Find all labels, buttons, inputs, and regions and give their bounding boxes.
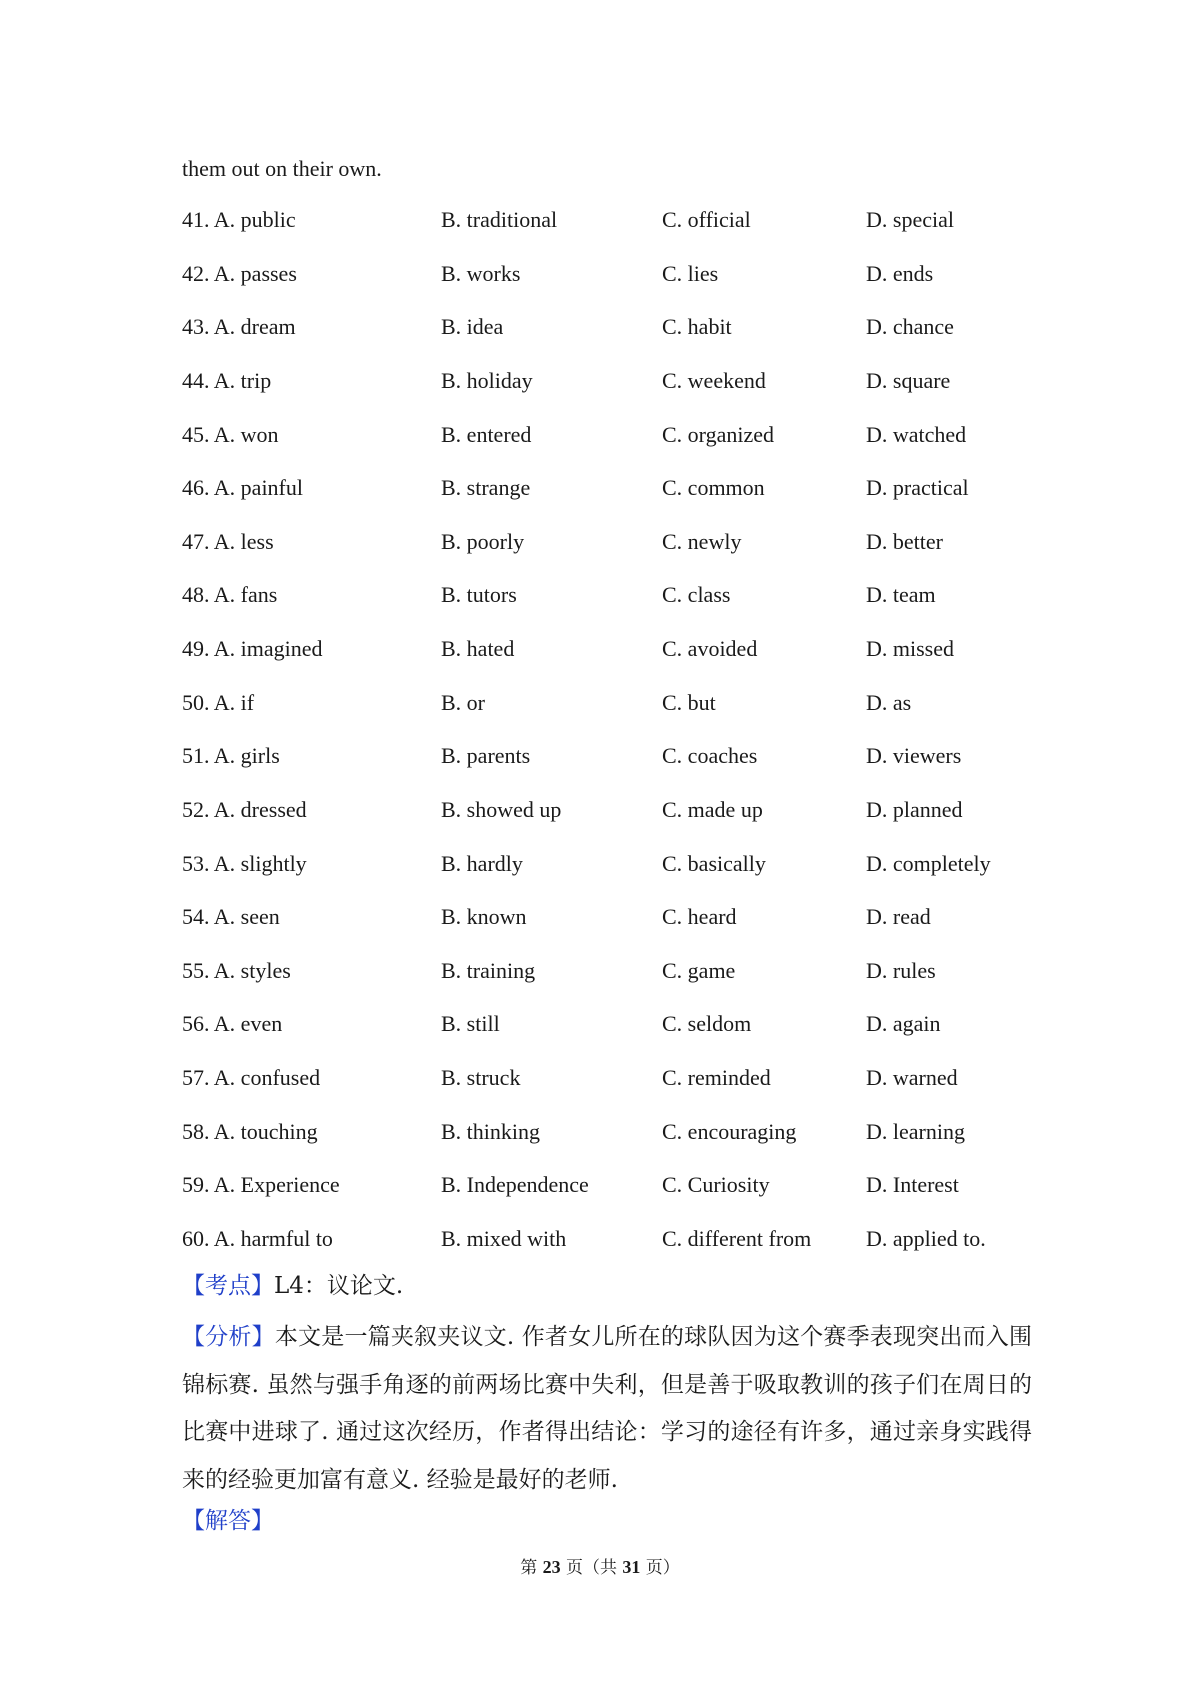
kaodian-section — [182, 1270, 1032, 1302]
option-c: C. common — [662, 475, 765, 501]
option-d: D. applied to. — [866, 1225, 986, 1251]
question-row — [182, 420, 1052, 474]
option-c: C. organized — [662, 421, 775, 447]
option-b: B. idea — [441, 314, 504, 340]
jieda-section — [182, 1505, 1032, 1537]
option-d: D. missed — [866, 636, 954, 661]
option-a: 49. A. imagined — [182, 636, 323, 661]
option-c: C. encouraging — [662, 1118, 797, 1144]
kaodian-label: 【考点】 — [182, 1273, 274, 1299]
question-row — [182, 1170, 1052, 1224]
option-b: B. showed up — [441, 796, 562, 822]
jieda-label: 【解答】 — [182, 1508, 274, 1534]
option-d: D. as — [866, 689, 912, 715]
option-c: C. coaches — [662, 743, 758, 769]
option-b: B. known — [441, 904, 527, 930]
footer-suffix: 页） — [640, 1558, 680, 1578]
option-b: B. parents — [441, 743, 531, 769]
question-row — [182, 527, 1052, 581]
option-d: D. completely — [866, 850, 991, 876]
option-a: 53. A. slightly — [182, 850, 307, 876]
option-d: D. planned — [866, 796, 963, 822]
option-d: D. better — [866, 528, 943, 554]
option-b: B. Independence — [441, 1172, 589, 1198]
continuation-text: them out on their own. — [182, 156, 382, 181]
option-d: D. again — [866, 1011, 941, 1037]
option-c: C. different from — [662, 1225, 812, 1251]
question-row — [182, 634, 1052, 688]
option-d: D. square — [866, 367, 951, 393]
option-c: C. class — [662, 582, 731, 608]
question-row — [182, 366, 1052, 420]
option-c: C. basically — [662, 850, 766, 876]
option-a: 54. A. seen — [182, 904, 280, 930]
option-d: D. ends — [866, 260, 934, 286]
option-b: B. works — [441, 260, 521, 286]
option-d: D. team — [866, 582, 936, 608]
option-b: B. traditional — [441, 207, 558, 232]
option-b: B. hated — [441, 636, 515, 661]
option-c: C. reminded — [662, 1065, 771, 1090]
option-d: D. viewers — [866, 743, 962, 769]
option-b: B. still — [441, 1011, 500, 1037]
option-d: D. Interest — [866, 1172, 959, 1198]
option-d: D. learning — [866, 1118, 965, 1144]
fenxi-text: 本文是一篇夹叙夹议文. 作者女儿所在的球队因为这个赛季表现突出而入围锦标赛. 虽然与强手角逐的前两场比赛中失利，但是善于吸取教训的孩子们在周日的比赛中进球了. 通过这次经历，作者得出结论：学习的途径有许多，通过亲身实践得来的经验更加富有意义. 经验是最好的老师. — [182, 1324, 1033, 1493]
option-b: B. mixed with — [441, 1225, 567, 1251]
question-row — [182, 1063, 1052, 1117]
option-a: 46. A. painful — [182, 475, 303, 501]
option-b: B. thinking — [441, 1118, 541, 1144]
option-a: 57. A. confused — [182, 1065, 321, 1090]
question-row — [182, 741, 1052, 795]
option-d: D. practical — [866, 475, 969, 501]
option-d: D. special — [866, 207, 954, 232]
footer-prefix: 第 — [520, 1558, 543, 1578]
option-c: C. but — [662, 689, 716, 715]
option-b: B. poorly — [441, 528, 525, 554]
option-a: 52. A. dressed — [182, 796, 307, 822]
option-b: B. tutors — [441, 582, 517, 608]
option-c: C. official — [662, 207, 751, 232]
option-c: C. habit — [662, 314, 732, 340]
fenxi-section — [182, 1314, 1032, 1504]
question-row — [182, 312, 1052, 366]
option-a: 42. A. passes — [182, 260, 297, 286]
option-a: 60. A. harmful to — [182, 1225, 333, 1251]
question-row — [182, 1117, 1052, 1171]
option-b: B. holiday — [441, 367, 533, 393]
option-a: 59. A. Experience — [182, 1172, 340, 1198]
option-c: C. lies — [662, 260, 719, 286]
question-row — [182, 205, 1052, 259]
option-d: D. warned — [866, 1065, 958, 1090]
question-list — [182, 205, 1052, 1278]
footer-page-number: 23 — [542, 1557, 561, 1577]
option-d: D. watched — [866, 421, 967, 447]
question-row — [182, 259, 1052, 313]
option-c: C. avoided — [662, 636, 758, 661]
question-row — [182, 580, 1052, 634]
option-b: B. training — [441, 957, 536, 983]
option-a: 56. A. even — [182, 1011, 283, 1037]
option-d: D. chance — [866, 314, 954, 340]
question-row — [182, 473, 1052, 527]
option-c: C. heard — [662, 904, 737, 930]
question-row — [182, 795, 1052, 849]
option-b: B. or — [441, 689, 485, 715]
question-row — [182, 902, 1052, 956]
option-c: C. seldom — [662, 1011, 752, 1037]
option-b: B. strange — [441, 475, 531, 501]
kaodian-text: L4：议论文. — [274, 1273, 404, 1299]
question-row — [182, 956, 1052, 1010]
option-c: C. Curiosity — [662, 1172, 770, 1198]
option-a: 50. A. if — [182, 689, 255, 715]
option-d: D. rules — [866, 957, 936, 983]
fenxi-label: 【分析】 — [182, 1324, 275, 1350]
question-row — [182, 688, 1052, 742]
option-c: C. made up — [662, 796, 763, 822]
option-a: 47. A. less — [182, 528, 274, 554]
footer-total-pages: 31 — [622, 1557, 641, 1577]
option-a: 45. A. won — [182, 421, 279, 447]
option-c: C. weekend — [662, 367, 766, 393]
page-footer — [0, 1555, 1200, 1580]
option-d: D. read — [866, 904, 931, 930]
option-b: B. struck — [441, 1065, 521, 1090]
footer-middle: 页（共 — [560, 1558, 623, 1578]
option-b: B. hardly — [441, 850, 523, 876]
option-a: 48. A. fans — [182, 582, 278, 608]
option-c: C. game — [662, 957, 736, 983]
option-b: B. entered — [441, 421, 532, 447]
option-a: 43. A. dream — [182, 314, 296, 340]
option-c: C. newly — [662, 528, 742, 554]
option-a: 44. A. trip — [182, 367, 272, 393]
question-row — [182, 1009, 1052, 1063]
option-a: 58. A. touching — [182, 1118, 318, 1144]
option-a: 55. A. styles — [182, 957, 291, 983]
question-row — [182, 849, 1052, 903]
option-a: 51. A. girls — [182, 743, 280, 769]
option-a: 41. A. public — [182, 207, 296, 232]
